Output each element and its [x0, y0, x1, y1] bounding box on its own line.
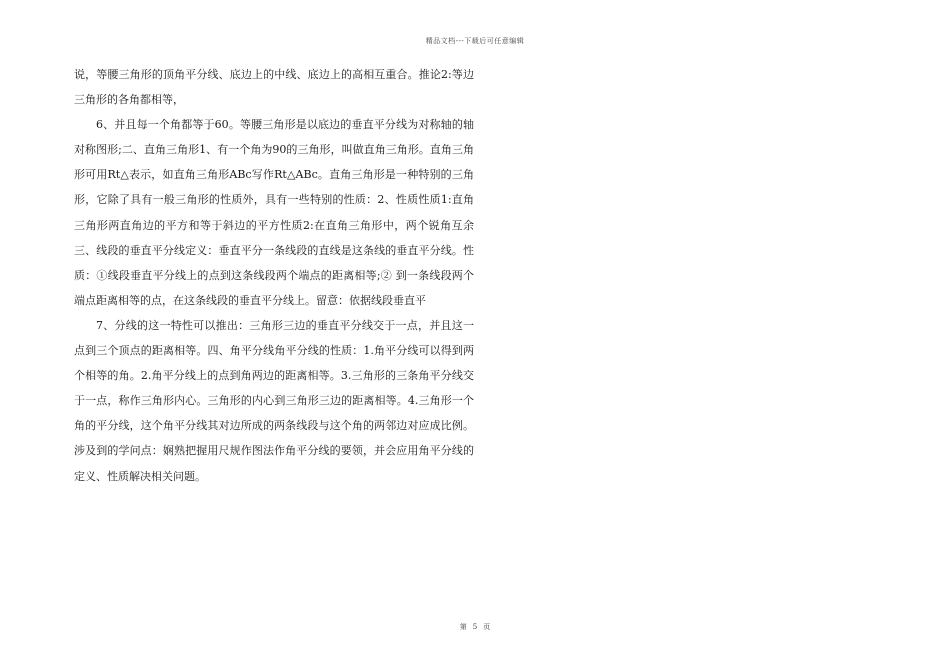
page-number: 5 [472, 623, 478, 631]
footer-prefix: 第 [459, 623, 467, 631]
paragraph-2: 6、并且每一个角都等于60。等腰三角形是以底边的垂直平分线为对称轴的轴对称图形;二、直角三角形1、有一个角为90的三角形，叫做直角三角形。直角三角形可用Rt△表示，如直角三角形ABc写作Rt△ABc。直角三角形是一种特别的三角形，它除了具有一般三角形的性质外，具有一些特别的性质：2、性质性质1:直角三角形两直角边的平方和等于斜边的平方性质2:在直角三角形中，两个锐角互余三、线段的垂直平分线定义：垂直平分一条线段的直线是这条线的垂直平分线。性质：①线段垂直平分线上的点到这条线段两个端点的距离相等;② 到一条线段两个端点距离相等的点，在这条线段的垂直平分线上。留意：依据线段垂直平 [74, 118, 474, 307]
paragraph-3: 7、分线的这一特性可以推出：三角形三边的垂直平分线交于一点，并且这一点到三个顶点的距离相等。四、角平分线角平分线的性质：1.角平分线可以得到两个相等的角。2.角平分线上的点到角两边的距离相等。3.三角形的三条角平分线交于一点，称作三角形内心。三角形的内心到三角形三边的距离相等。4.三角形一个角的平分线，这个角平分线其对边所成的两条线段与这个角的两邻边对应成比例。涉及到的学问点：娴熟把握用尺规作图法作角平分线的要领，并会应用角平分线的定义、性质解决相关问题。 [74, 318, 474, 483]
page-header [0, 36, 950, 46]
page-footer [0, 622, 950, 632]
header-text: 精品文档---下载后可任意编辑 [425, 37, 525, 45]
document-body [74, 62, 474, 489]
paragraph-1: 说，等腰三角形的顶角平分线、底边上的中线、底边上的高相互重合。推论2:等边三角形的各角都相等， [74, 68, 474, 107]
footer-suffix: 页 [483, 623, 491, 631]
